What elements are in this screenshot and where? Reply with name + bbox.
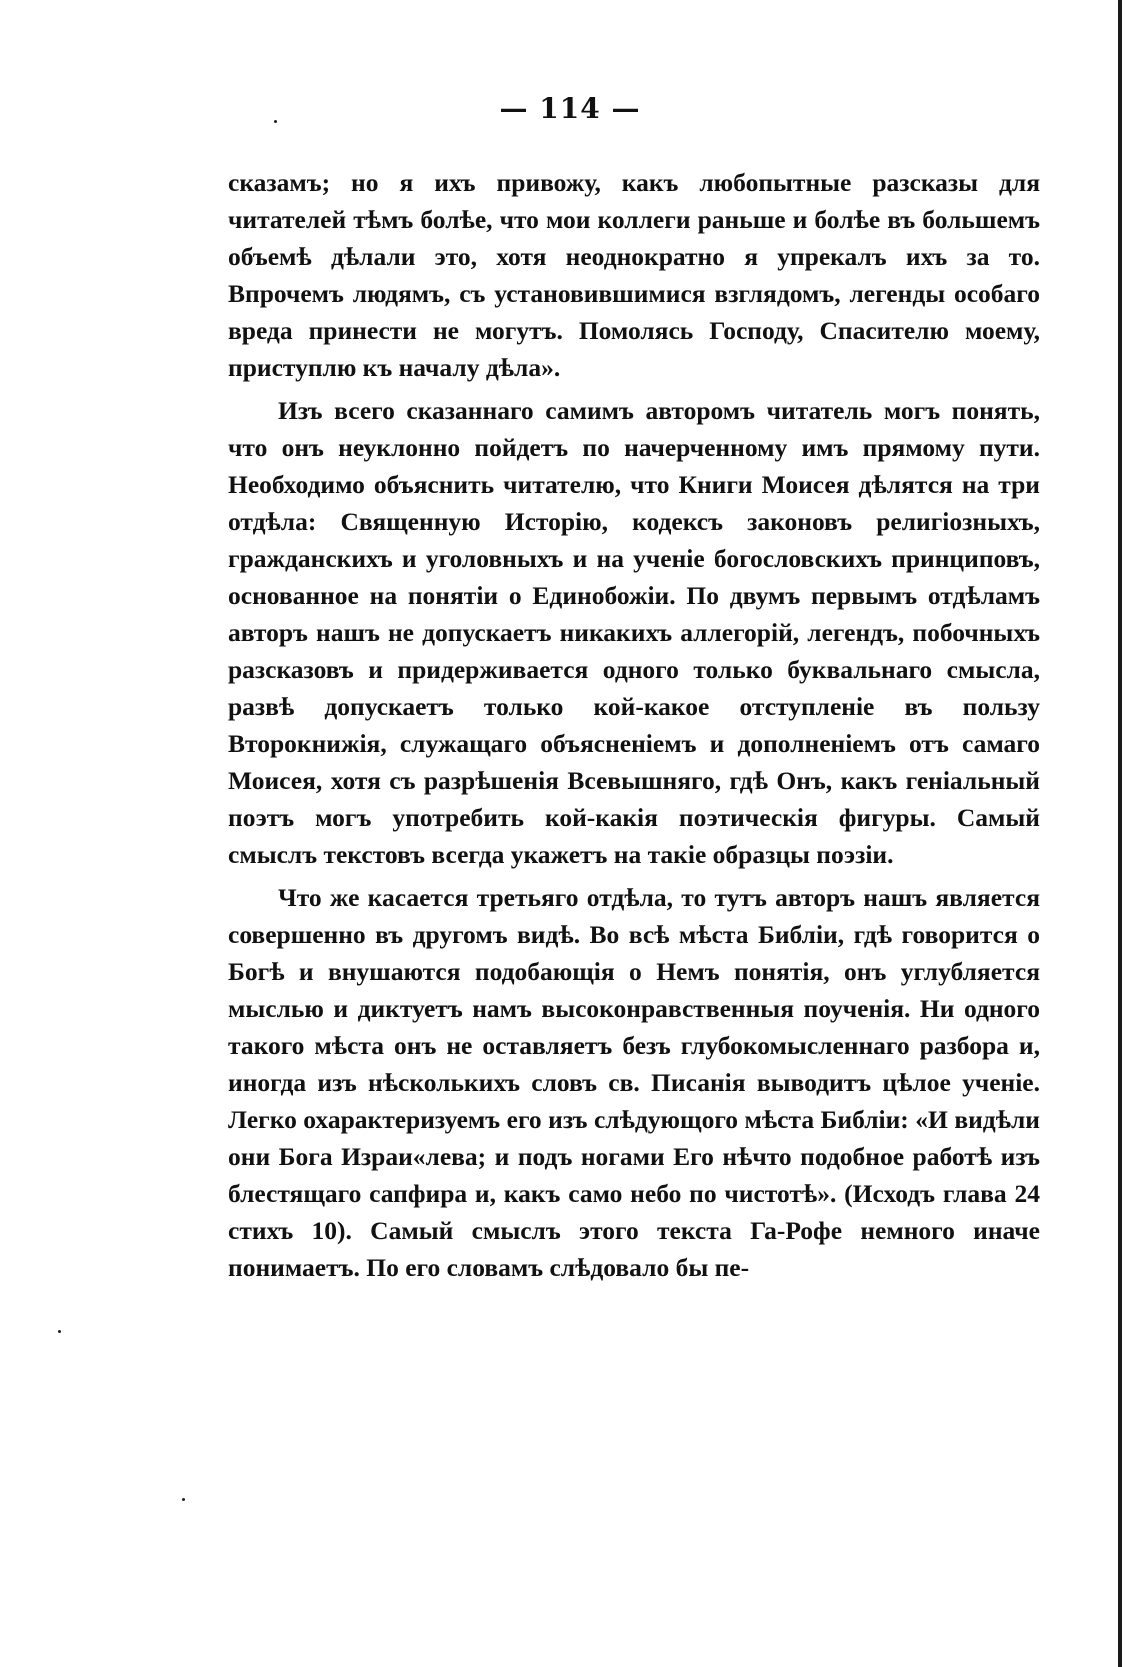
page-edge-line [1118,0,1122,1667]
body-text [228,164,1040,1292]
page-number: — 114 — [499,92,641,125]
paragraph-3: Что же касается третьяго отдѣла, то тутъ авторъ нашъ является совершенно въ другомъ видѣ. Во всѣ мѣста Библіи, гдѣ говорится о Богѣ и внушаются подобающія о Немъ понятія, онъ углубляется мыслью и диктуетъ намъ высоконравственныя поученія. Ни одного такого мѣста онъ не оставляетъ безъ глубокомысленнаго разбора и, иногда изъ нѣсколькихъ словъ св. Писанія выводитъ цѣлое ученіе. Легко охарактеризуемъ его изъ слѣдующого мѣста Библіи: «И видѣли они Бога Израи«лева; и подъ ногами Его нѣчто подобное работѣ изъ блестящаго сапфира и, какъ само небо по чистотѣ». (Исходъ глава 24 стихъ 10). Самый смыслъ этого текста Га-Рофе немного иначе понимаетъ. По его словамъ слѣдовало бы пе- [228,883,1040,1282]
print-speck [58,1330,61,1333]
paragraph-1: сказамъ; но я ихъ привожу, какъ любопытные разсказы для читателей тѣмъ болѣе, что мои коллеги раньше и болѣе въ большемъ объемѣ дѣлали это, хотя неоднократно я упрекалъ ихъ за то. Впрочемъ людямъ, съ установившимися взглядомъ, легенды особаго вреда принести не могутъ. Помолясь Господу, Спасителю моему, приступлю къ началу дѣла». [228,168,1040,382]
print-speck [182,1498,185,1501]
paragraph-2: Изъ всего сказаннаго самимъ авторомъ читатель могъ понять, что онъ неуклонно пойдетъ по начерченному имъ прямому пути. Необходимо объяснить читателю, что Книги Моисея дѣлятся на три отдѣла: Священную Исторію, кодексъ законовъ религіозныхъ, гражданскихъ и уголовныхъ и на ученіе богословскихъ принциповъ, основанное на понятіи о Единобожіи. По двумъ первымъ отдѣламъ авторъ нашъ не допускаетъ никакихъ аллегорій, легендъ, побочныхъ разсказовъ и придерживается одного только буквальнаго смысла, развѣ допускаетъ только кой-какое отступленіе въ пользу Второкнижія, служащаго объясненіемъ и дополненіемъ отъ самаго Моисея, хотя съ разрѣшенія Всевышняго, гдѣ Онъ, какъ геніальный поэтъ могъ употребить кой-какія поэтическія фигуры. Самый смыслъ текстовъ всегда укажетъ на такіе образцы поэзіи. [228,396,1040,869]
